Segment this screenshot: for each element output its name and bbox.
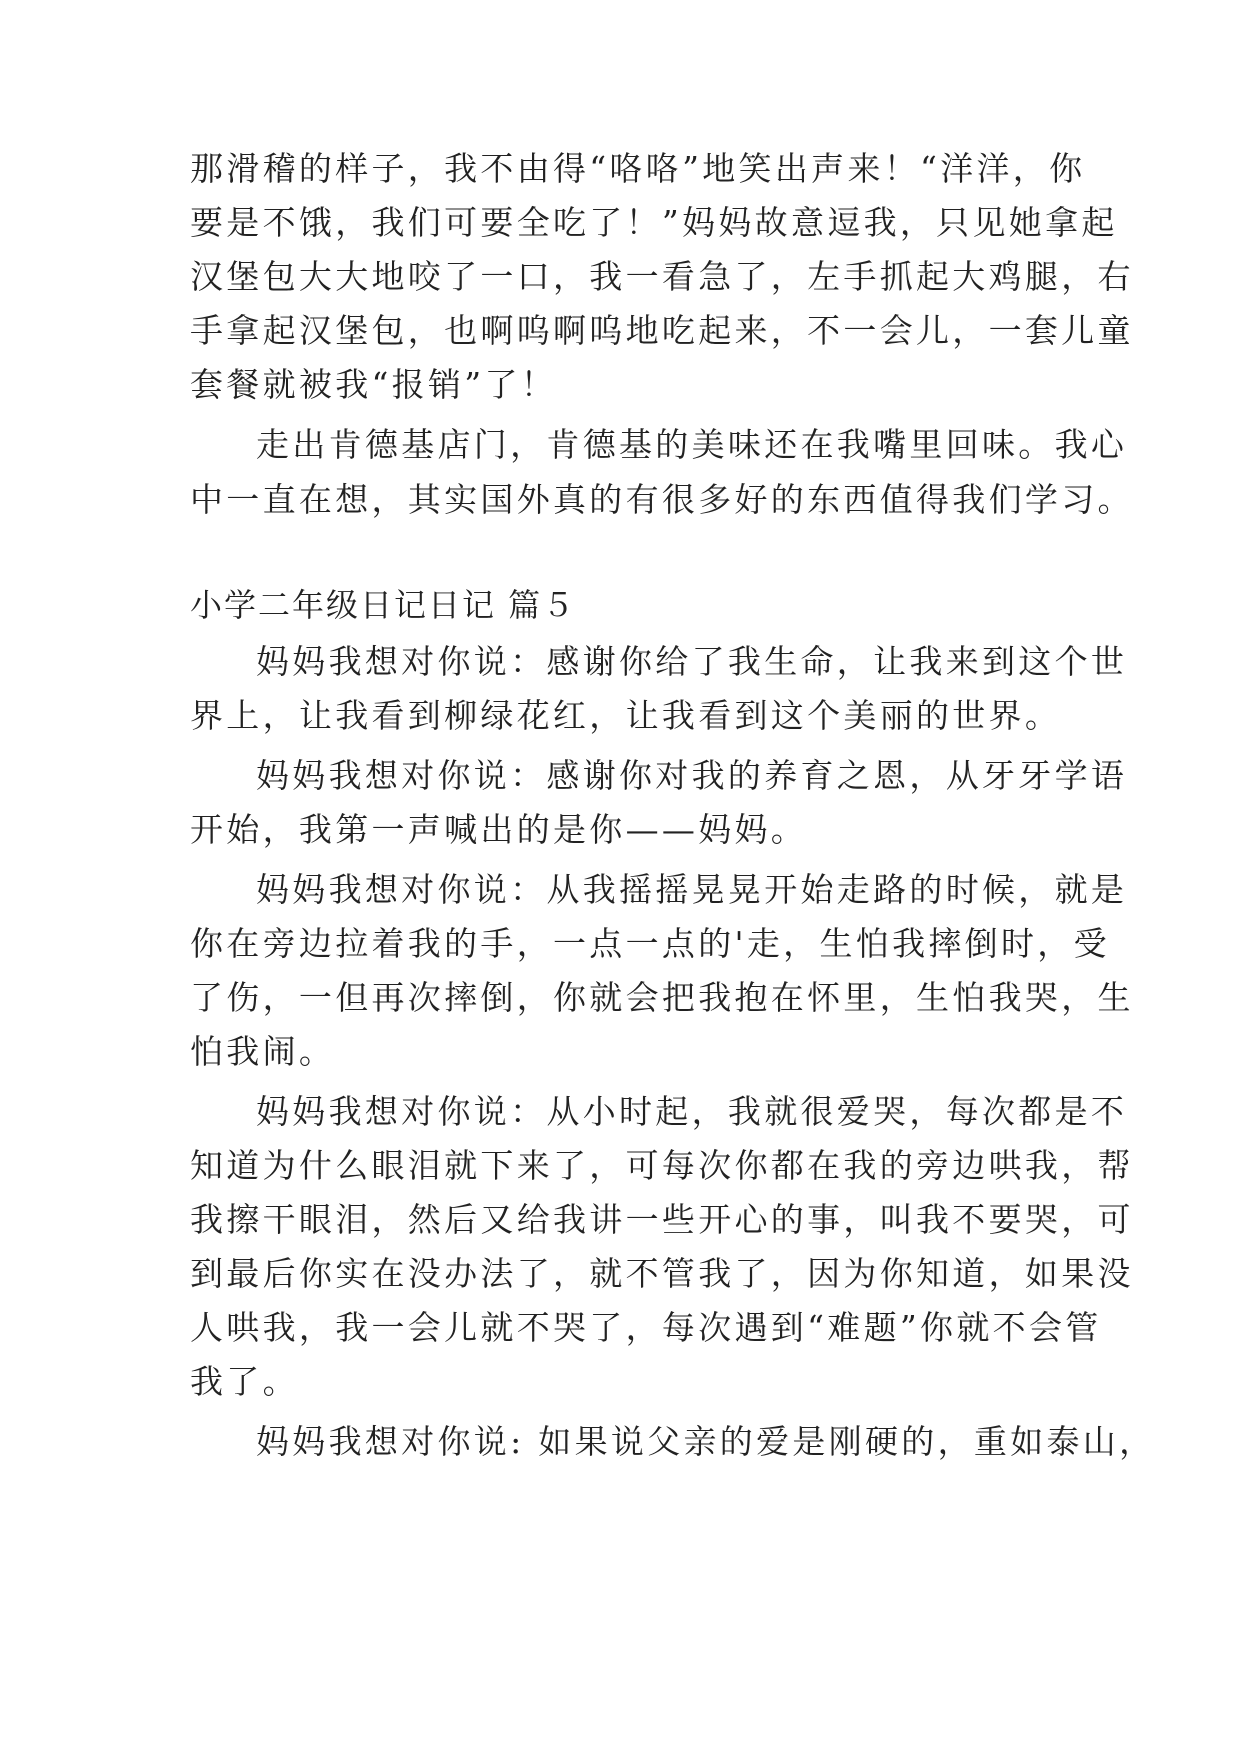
paragraph-first-line: 妈妈我想对你说：感谢你对我的养育之恩，从牙牙学语 — [256, 756, 1128, 795]
body-text-line: 那滑稽的样子，我不由得“咯咯”地笑出声来！“洋洋，你 — [190, 149, 1086, 188]
body-text-line: 我擦干眼泪，然后又给我讲一些开心的事，叫我不要哭，可 — [190, 1200, 1134, 1239]
body-text-line: 怕我闹。 — [190, 1032, 336, 1071]
paragraph-first-line: 走出肯德基店门，肯德基的美味还在我嘴里回味。我心 — [256, 425, 1128, 464]
body-text-line: 知道为什么眼泪就下来了，可每次你都在我的旁边哄我，帮 — [190, 1146, 1134, 1185]
body-text-line: 套餐就被我“报销”了！ — [190, 365, 558, 404]
body-text-line: 我了。 — [190, 1362, 299, 1401]
body-text-line: 要是不饿，我们可要全吃了！”妈妈故意逗我，只见她拿起 — [190, 203, 1118, 242]
paragraph-first-line: 妈妈我想对你说：从小时起，我就很爱哭，每次都是不 — [256, 1092, 1128, 1131]
body-text-line: 人哄我，我一会儿就不哭了，每次遇到“难题”你就不会管 — [190, 1308, 1102, 1347]
body-text-line: 中一直在想，其实国外真的有很多好的东西值得我们学习。 — [190, 480, 1134, 519]
body-text-line: 手拿起汉堡包，也啊呜啊呜地吃起来，不一会儿，一套儿童 — [190, 311, 1134, 350]
body-text-line: 了伤，一但再次摔倒，你就会把我抱在怀里，生怕我哭，生 — [190, 978, 1134, 1017]
body-text-line: 汉堡包大大地咬了一口，我一看急了，左手抓起大鸡腿，右 — [190, 257, 1134, 296]
section-heading: 小学二年级日记日记 篇５ — [190, 586, 577, 624]
body-text-line: 界上，让我看到柳绿花红，让我看到这个美丽的世界。 — [190, 696, 1062, 735]
body-text-line: 你在旁边拉着我的手，一点一点的'走，生怕我摔倒时，受 — [190, 924, 1110, 963]
paragraph-first-line: 妈妈我想对你说：从我摇摇晃晃开始走路的时候，就是 — [256, 870, 1128, 909]
body-text-line: 到最后你实在没办法了，就不管我了，因为你知道，如果没 — [190, 1254, 1134, 1293]
paragraph-first-line: 妈妈我想对你说: 如果说父亲的爱是刚硬的，重如泰山， — [256, 1422, 1156, 1461]
body-text-line: 开始，我第一声喊出的是你——妈妈。 — [190, 810, 808, 849]
paragraph-first-line: 妈妈我想对你说：感谢你给了我生命，让我来到这个世 — [256, 642, 1128, 681]
